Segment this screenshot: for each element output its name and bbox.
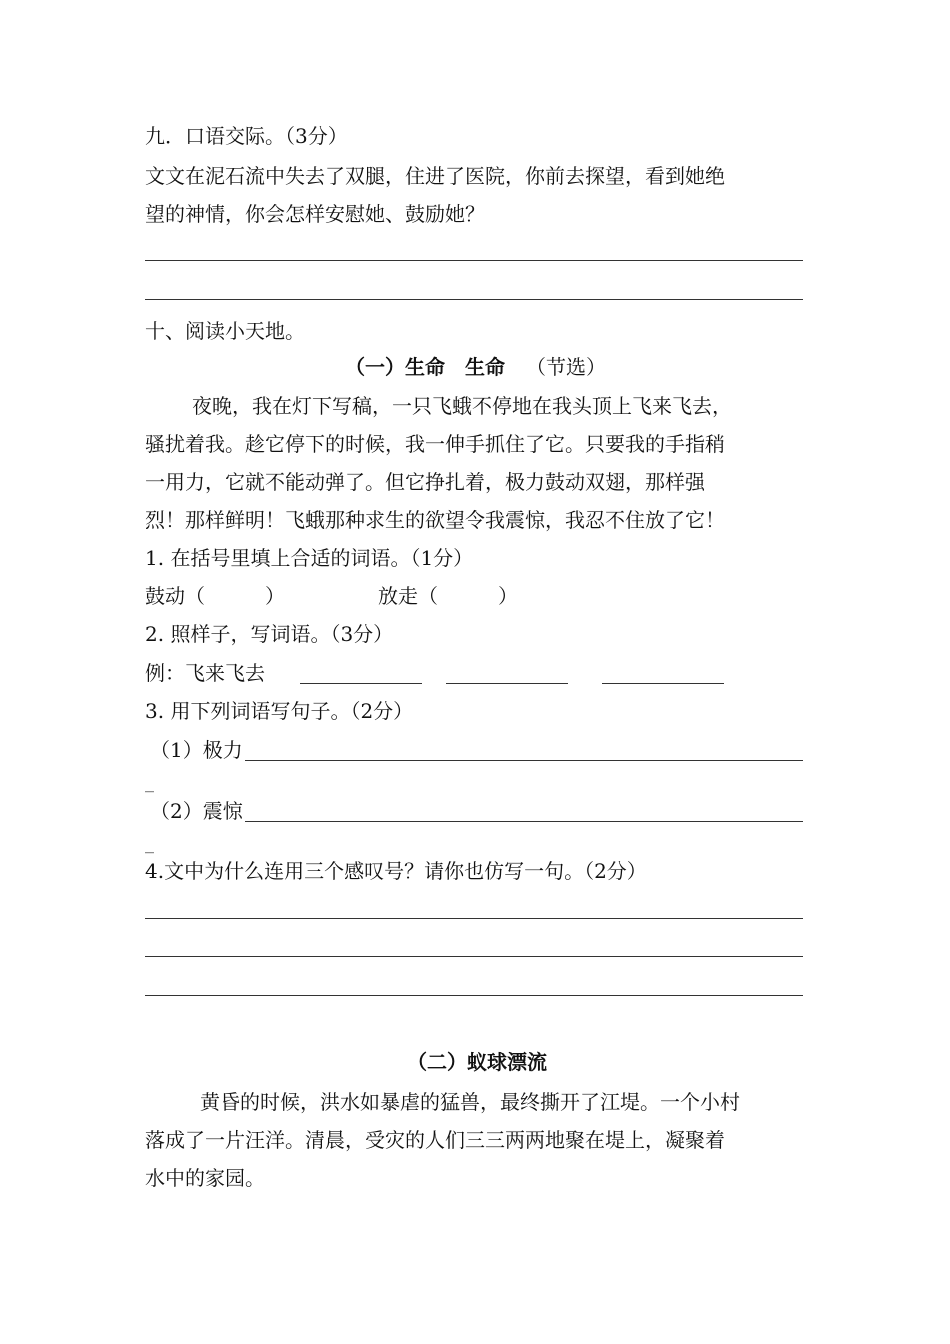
passage-2-line: 落成了一片汪洋。清晨，受灾的人们三三两两地聚在堤上，凝聚着 — [145, 1128, 725, 1152]
fill-item-fangzou[interactable]: 放走（ ） — [378, 584, 518, 608]
passage-1-line: 骚扰着我。趁它停下的时候，我一伸手抓住了它。只要我的手指稍 — [145, 432, 725, 456]
answer-line[interactable] — [145, 995, 803, 996]
sentence-line[interactable] — [245, 760, 803, 761]
answer-line[interactable] — [145, 299, 803, 300]
sub-question-2: 2. 照样子，写词语。（3分） — [145, 622, 394, 646]
q9-prompt-line-2: 望的神情，你会怎样安慰她、鼓励她？ — [145, 202, 485, 226]
passage-1-line: 夜晚，我在灯下写稿，一只飞蛾不停地在我头顶上飞来飞去， — [192, 394, 732, 418]
passage-1-title-note: （节选） — [525, 355, 606, 379]
answer-line[interactable] — [145, 956, 803, 957]
passage-2-line: 水中的家园。 — [145, 1166, 265, 1190]
sub-question-1: 1. 在括号里填上合适的词语。（1分） — [145, 546, 474, 570]
passage-2-line: 黄昏的时候，洪水如暴虐的猛兽，最终撕开了江堤。一个小村 — [200, 1090, 740, 1114]
sub-question-3: 3. 用下列词语写句子。（2分） — [145, 699, 414, 723]
sentence-line[interactable] — [245, 821, 803, 822]
passage-1-title-text: （一）生命 生命 — [345, 355, 505, 379]
line-tail: _ — [145, 833, 154, 854]
q10-heading: 十、阅读小天地。 — [145, 319, 305, 343]
passage-1-line: 一用力，它就不能动弹了。但它挣扎着，极力鼓动双翅，那样强 — [145, 470, 705, 494]
word-blank[interactable] — [602, 683, 724, 684]
q9-heading: 九．口语交际。（3分） — [145, 124, 348, 148]
line-tail: _ — [145, 772, 154, 793]
answer-line[interactable] — [145, 918, 803, 919]
fill-item-gudong[interactable]: 鼓动（ ） — [145, 584, 285, 608]
word-blank[interactable] — [300, 683, 422, 684]
answer-line[interactable] — [145, 260, 803, 261]
passage-1-line: 烈！那样鲜明！飞蛾那种求生的欲望令我震惊，我忍不住放了它！ — [145, 508, 725, 532]
passage-2-title: （二）蚁球漂流 — [407, 1050, 547, 1074]
passage-1-title — [345, 354, 606, 380]
sub-question-4: 4.文中为什么连用三个感叹号？请你也仿写一句。（2分） — [145, 859, 647, 883]
word-blank[interactable] — [446, 683, 568, 684]
example-label: 例：飞来飞去 — [145, 661, 265, 685]
q9-prompt-line-1: 文文在泥石流中失去了双腿，住进了医院，你前去探望，看到她绝 — [145, 164, 725, 188]
sentence-item-zhenjing: （2）震惊 — [150, 799, 243, 823]
sentence-item-jili: （1）极力 — [150, 738, 243, 762]
